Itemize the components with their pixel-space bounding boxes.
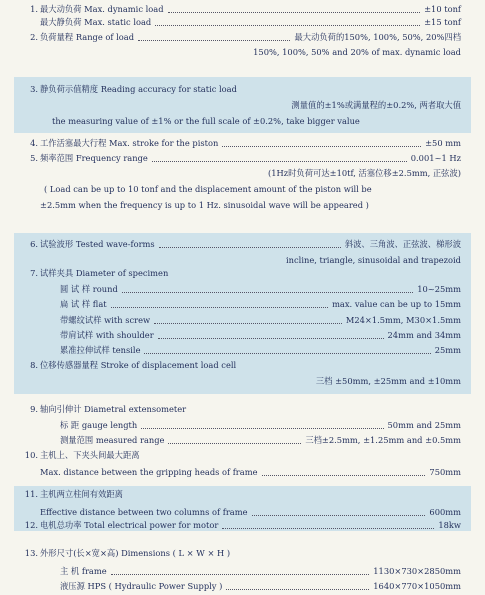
item-label: 扁 试 样 flat xyxy=(60,299,107,309)
item-value: max. value can be up to 15mm xyxy=(332,299,461,309)
item-label: 静负荷示值精度 Reading accuracy for static load xyxy=(40,84,237,94)
spec-row xyxy=(0,184,485,195)
leader-dots xyxy=(252,514,425,516)
item-value: 测量值的±1%或满量程的±0.2%, 两者取大值 xyxy=(291,100,461,110)
item-value: 750mm xyxy=(429,467,461,477)
item-number: 6. xyxy=(30,239,38,249)
spec-row xyxy=(0,435,485,446)
item-label: the measuring value of ±1% or the full scale of ±0.2%, take bigger value xyxy=(52,116,360,126)
spec-row xyxy=(0,360,485,371)
spec-row xyxy=(0,507,485,518)
leader-dots xyxy=(154,322,342,324)
spec-row xyxy=(0,566,485,577)
spec-row xyxy=(0,138,485,149)
spec-row xyxy=(0,284,485,295)
item-label: 工作活塞最大行程 Max. stroke for the piston xyxy=(40,138,219,148)
item-value: 50mm and 25mm xyxy=(387,420,461,430)
spec-row xyxy=(0,299,485,310)
item-value: 三档 ±50mm, ±25mm and ±10mm xyxy=(315,376,461,386)
item-label: ( Load can be up to 10 tonf and the displacement amount of the piston will be xyxy=(44,184,372,194)
leader-dots xyxy=(152,160,407,162)
item-value: 最大动负荷的150%, 100%, 50%, 20%四档 xyxy=(294,32,461,42)
item-number: 13. xyxy=(24,548,38,558)
leader-dots xyxy=(122,291,413,293)
spec-row xyxy=(0,404,485,415)
spec-row xyxy=(0,32,485,43)
item-label: 最大静负荷 Max. static load xyxy=(40,17,152,27)
item-value: 150%, 100%, 50% and 20% of max. dynamic load xyxy=(253,47,461,57)
item-label: Effective distance between two columns of frame xyxy=(40,507,248,517)
item-value: ±15 tonf xyxy=(424,17,461,27)
item-value: incline, triangle, sinusoidal and trapezoid xyxy=(286,255,461,265)
spec-row xyxy=(0,376,485,387)
spec-row xyxy=(0,84,485,95)
item-label: ±2.5mm when the frequency is up to 1 Hz. sinusoidal wave will be appeared ) xyxy=(40,200,369,210)
item-value: 18kw xyxy=(438,520,461,530)
item-value: 1640×770×1050mm xyxy=(373,581,461,591)
leader-dots xyxy=(168,442,301,444)
item-value: 600mm xyxy=(429,507,461,517)
spec-row xyxy=(0,153,485,164)
leader-dots xyxy=(159,246,341,248)
leader-dots xyxy=(158,337,384,339)
item-label: 试样夹具 Diameter of specimen xyxy=(40,268,169,278)
spec-row xyxy=(0,100,485,111)
item-number: 12. xyxy=(24,520,38,530)
item-number: 11. xyxy=(24,489,38,499)
leader-dots xyxy=(226,588,369,590)
spec-row xyxy=(0,548,485,559)
leader-dots xyxy=(138,39,290,41)
spec-row xyxy=(0,420,485,431)
item-label: 圆 试 样 round xyxy=(60,284,118,294)
item-number: 9. xyxy=(30,404,38,414)
leader-dots xyxy=(262,474,425,476)
spec-row xyxy=(0,450,485,461)
leader-dots xyxy=(222,527,434,529)
spec-row xyxy=(0,200,485,211)
item-number: 10. xyxy=(24,450,38,460)
item-label: 主机两立柱间有效距离 xyxy=(40,489,123,499)
item-value: ±10 tonf xyxy=(424,4,461,14)
item-value: 1130×730×2850mm xyxy=(373,566,461,576)
item-value: 24mm and 34mm xyxy=(387,330,461,340)
spec-row xyxy=(0,315,485,326)
spec-row xyxy=(0,489,485,500)
item-number: 7. xyxy=(30,268,38,278)
item-label: 标 距 gauge length xyxy=(60,420,138,430)
item-value: 25mm xyxy=(434,345,461,355)
item-label: 负荷量程 Range of load xyxy=(40,32,135,42)
spec-row xyxy=(0,4,485,15)
item-label: Max. distance between the gripping heads of frame xyxy=(40,467,258,477)
spec-row xyxy=(0,47,485,58)
spec-row xyxy=(0,255,485,266)
item-label: 带肩试样 with shoulder xyxy=(60,330,154,340)
spec-row xyxy=(0,581,485,592)
item-number: 8. xyxy=(30,360,38,370)
item-label: 外形尺寸(长×宽×高) Dimensions ( L × W × H ) xyxy=(40,548,231,558)
item-value: 10~25mm xyxy=(417,284,461,294)
spec-row xyxy=(0,268,485,279)
spec-row xyxy=(0,17,485,28)
leader-dots xyxy=(111,573,369,575)
item-label: 液压源 HPS ( Hydraulic Power Supply ) xyxy=(60,581,223,591)
item-label: 频率范围 Frequency range xyxy=(40,153,148,163)
spec-row xyxy=(0,345,485,356)
spec-row xyxy=(0,116,485,127)
leader-dots xyxy=(168,11,420,13)
spec-row xyxy=(0,239,485,250)
item-value: 0.001~1 Hz xyxy=(410,153,461,163)
leader-dots xyxy=(155,24,420,26)
item-number: 5. xyxy=(30,153,38,163)
leader-dots xyxy=(141,427,384,429)
spec-row xyxy=(0,330,485,341)
leader-dots xyxy=(111,306,328,308)
item-label: 带螺纹试样 with screw xyxy=(60,315,151,325)
leader-dots xyxy=(144,352,431,354)
item-value: ±50 mm xyxy=(425,138,461,148)
item-label: 主机上、下夹头间最大距离 xyxy=(40,450,140,460)
item-value: M24×1.5mm, M30×1.5mm xyxy=(345,315,461,325)
item-label: 主 机 frame xyxy=(60,566,107,576)
item-number: 2. xyxy=(30,32,38,42)
spec-row xyxy=(0,520,485,531)
item-number: 1. xyxy=(30,4,38,14)
item-label: 电机总功率 Total electrical power for motor xyxy=(40,520,219,530)
item-value: 斜波、三角波、正弦波、梯形波 xyxy=(344,239,461,249)
spec-row xyxy=(0,168,485,179)
item-label: 累准拉伸试样 tensile xyxy=(60,345,141,355)
item-number: 3. xyxy=(30,84,38,94)
item-label: 位移传感器量程 Stroke of displacement load cell xyxy=(40,360,237,370)
item-value: (1Hz时负荷可达±10tf, 活塞位移±2.5mm, 正弦波) xyxy=(268,168,461,178)
item-number: 4. xyxy=(30,138,38,148)
item-label: 试验波形 Tested wave-forms xyxy=(40,239,155,249)
leader-dots xyxy=(222,145,421,147)
item-label: 测量范围 measured range xyxy=(60,435,165,445)
spec-row xyxy=(0,467,485,478)
item-value: 三档±2.5mm, ±1.25mm and ±0.5mm xyxy=(305,435,461,445)
item-label: 最大动负荷 Max. dynamic load xyxy=(40,4,164,14)
item-label: 轴向引伸计 Diametral extensometer xyxy=(40,404,187,414)
